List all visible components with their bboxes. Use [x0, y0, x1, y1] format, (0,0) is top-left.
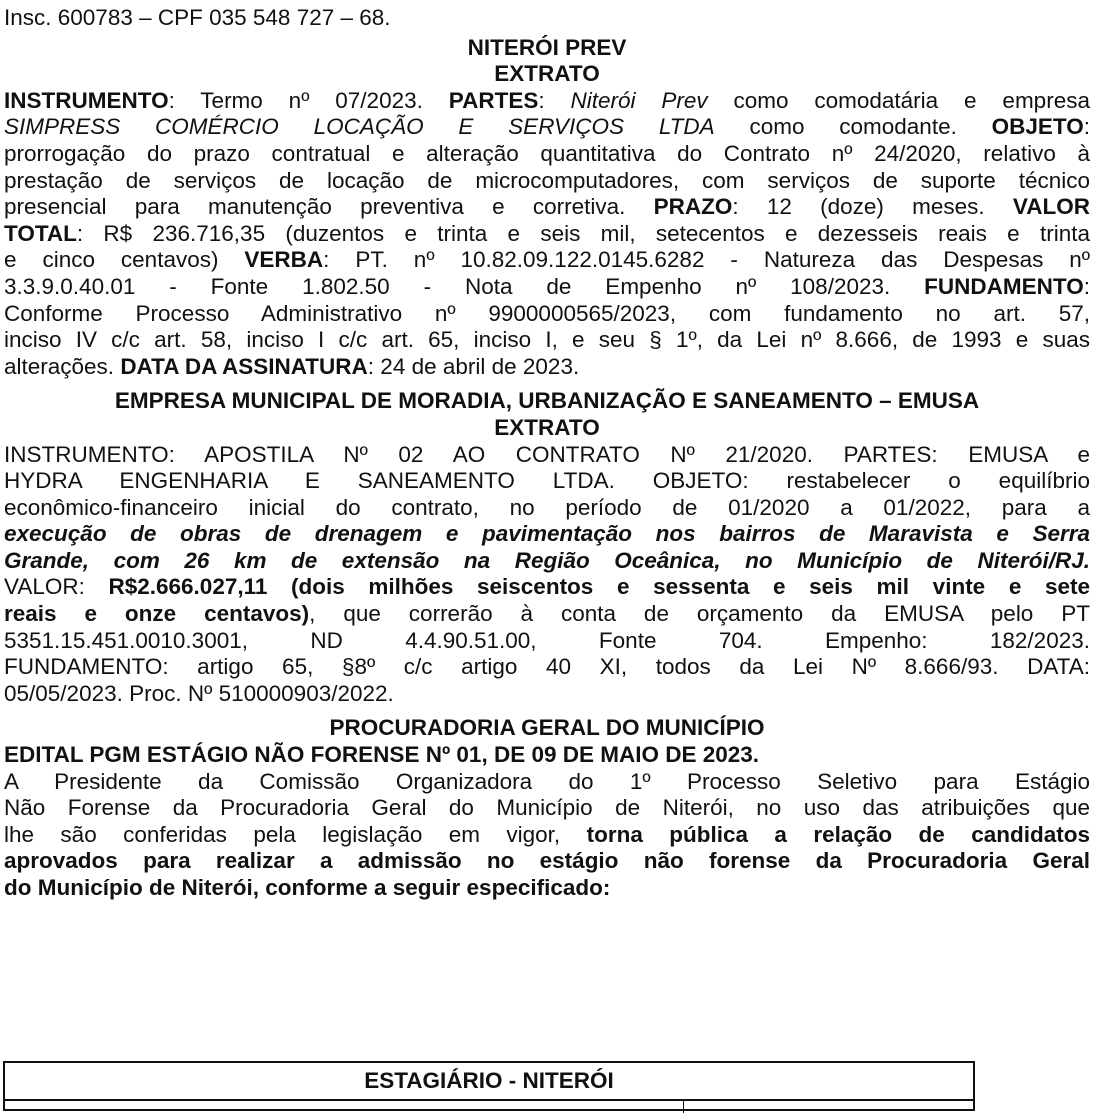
text-run: Grande, com 26 km de extensão na Região Oceânica, no Município de Niterói/RJ. [4, 547, 1090, 573]
text-line [4, 274, 1090, 301]
text-run: : 12 (doze) meses. [732, 194, 1013, 220]
text-run: econômico-financeiro inicial do contrato, no período de 01/2020 a 01/2022, para a [4, 494, 1090, 520]
text-line [4, 601, 1090, 628]
text-run: aprovados para realizar a admissão no estágio não forense da Procuradoria Geral [4, 848, 1090, 874]
text-run: alterações. [4, 353, 121, 379]
text-run: Não Forense da Procuradoria Geral do Município de Niterói, no uso das atribuições que [4, 795, 1090, 821]
section-body [4, 769, 1090, 902]
text-run: : 24 de abril de 2023. [367, 353, 580, 379]
emusa-section [4, 388, 1090, 707]
text-run: 5351.15.451.0010.3001, ND 4.4.90.51.00, Fonte 704. Empenho: 182/2023. [4, 627, 1090, 653]
text-line [4, 795, 1090, 822]
text-run: 3.3.9.0.40.01 - Fonte 1.802.50 - Nota de Empenho nº 108/2023. [4, 273, 925, 299]
text-line [4, 822, 1090, 849]
text-run: INSTRUMENTO [4, 87, 169, 113]
text-run: como comodatária e empresa [707, 87, 1090, 113]
edital-title: EDITAL PGM ESTÁGIO NÃO FORENSE Nº 01, DE 09 DE MAIO DE 2023. [4, 742, 760, 768]
text-run: presencial para manutenção preventiva e corretiva. [4, 194, 654, 220]
text-line [4, 301, 1090, 328]
text-line [4, 681, 1090, 708]
text-line [4, 354, 1090, 381]
text-run: prestação de serviços de locação de microcomputadores, com serviços de suporte técnico [4, 167, 1090, 193]
text-line [4, 521, 1090, 548]
text-run: lhe são conferidas pela legislação em vigor, [4, 821, 587, 847]
top-line: Insc. 600783 – CPF 035 548 727 – 68. [4, 5, 391, 30]
intern-table [3, 1061, 975, 1111]
text-run: OBJETO [991, 114, 1084, 140]
text-run: do Município de Niterói, conforme a seguir especificado: [4, 875, 611, 900]
text-run: : R$ 236.716,35 (duzentos e trinta e seis mil, setecentos e dezesseis reais e trinta [76, 220, 1090, 246]
text-run: reais e onze centavos) [4, 601, 310, 627]
section-title: EMPRESA MUNICIPAL DE MORADIA, URBANIZAÇÃO E SANEAMENTO – EMUSA [114, 388, 980, 414]
table-title: ESTAGIÁRIO - NITERÓI [5, 1063, 973, 1101]
text-run: 05/05/2023. Proc. Nº 510000903/2022. [4, 680, 394, 706]
text-run: torna pública a relação de candidatos [586, 821, 1090, 847]
text-run: VERBA [244, 247, 324, 273]
text-line [4, 88, 1090, 115]
spacer [4, 380, 1090, 388]
text-run: inciso IV c/c art. 58, inciso I c/c art. 65, inciso I, e seu § 1º, da Lei nº 8.666, de 1993 e suas [4, 327, 1090, 353]
text-run: HYDRA ENGENHARIA E SANEAMENTO LTDA. OBJETO: restabelecer o equilíbrio [4, 468, 1090, 494]
text-line [4, 114, 1090, 141]
text-line [4, 548, 1090, 575]
text-run: INSTRUMENTO: APOSTILA Nº 02 AO CONTRATO Nº 21/2020. PARTES: EMUSA e [4, 441, 1090, 467]
text-run: SIMPRESS COMÉRCIO LOCAÇÃO E SERVIÇOS LTDA [4, 114, 715, 140]
text-line [4, 495, 1090, 522]
section-body [4, 88, 1090, 381]
text-run: TOTAL [4, 220, 77, 246]
text-run: , que correrão à conta de orçamento da EMUSA pelo PT [309, 601, 1091, 627]
document-page [4, 5, 1090, 902]
text-run: : PT. nº 10.82.09.122.0145.6282 - Natureza das Despesas nº [323, 247, 1090, 273]
text-run: : [1083, 114, 1090, 140]
section-body [4, 442, 1090, 708]
text-line [4, 442, 1090, 469]
text-line [4, 875, 1090, 902]
pgm-section [4, 715, 1090, 901]
text-line [4, 848, 1090, 875]
text-line [4, 194, 1090, 221]
text-line [4, 247, 1090, 274]
text-line [4, 628, 1090, 655]
text-line [4, 168, 1090, 195]
text-line [4, 221, 1090, 248]
text-line [4, 141, 1090, 168]
section-subtitle: EXTRATO [494, 61, 600, 87]
text-run: DATA DA ASSINATURA [120, 353, 368, 379]
section-title: PROCURADORIA GERAL DO MUNICÍPIO [329, 715, 765, 741]
text-run: Niterói Prev [570, 87, 708, 113]
section-title: NITERÓI PREV [467, 34, 627, 60]
text-run: FUNDAMENTO [924, 273, 1084, 299]
section-subtitle: EXTRATO [494, 414, 600, 440]
text-run: FUNDAMENTO: artigo 65, §8º c/c artigo 40 XI, todos da Lei Nº 8.666/93. DATA: [4, 654, 1090, 680]
text-run: VALOR [1012, 194, 1090, 220]
text-line [4, 654, 1090, 681]
text-run: e cinco centavos) [4, 247, 245, 273]
text-run: execução de obras de drenagem e pavimentação nos bairros de Maravista e Serra [4, 521, 1090, 547]
text-run: prorrogação do prazo contratual e alteração quantitativa do Contrato nº 24/2020, relativo à [4, 140, 1090, 166]
text-line [4, 468, 1090, 495]
text-run: VALOR: [4, 574, 109, 600]
text-line [4, 769, 1090, 796]
text-run: : [538, 87, 571, 113]
text-run: Conforme Processo Administrativo nº 9900000565/2023, com fundamento no art. 57, [4, 300, 1090, 326]
text-line [4, 574, 1090, 601]
text-run: A Presidente da Comissão Organizadora do 1º Processo Seletivo para Estágio [4, 768, 1090, 794]
spacer [4, 707, 1090, 715]
text-run: R$2.666.027,11 (dois milhões seiscentos e sessenta e seis mil vinte e sete [108, 574, 1090, 600]
text-line [4, 327, 1090, 354]
text-run: PRAZO [653, 194, 733, 220]
text-run: PARTES [448, 87, 539, 113]
text-run: : [1083, 273, 1090, 299]
niteroi-prev-section [4, 35, 1090, 381]
text-run: como comodante. [714, 114, 992, 140]
text-run: : Termo nº 07/2023. [168, 87, 449, 113]
